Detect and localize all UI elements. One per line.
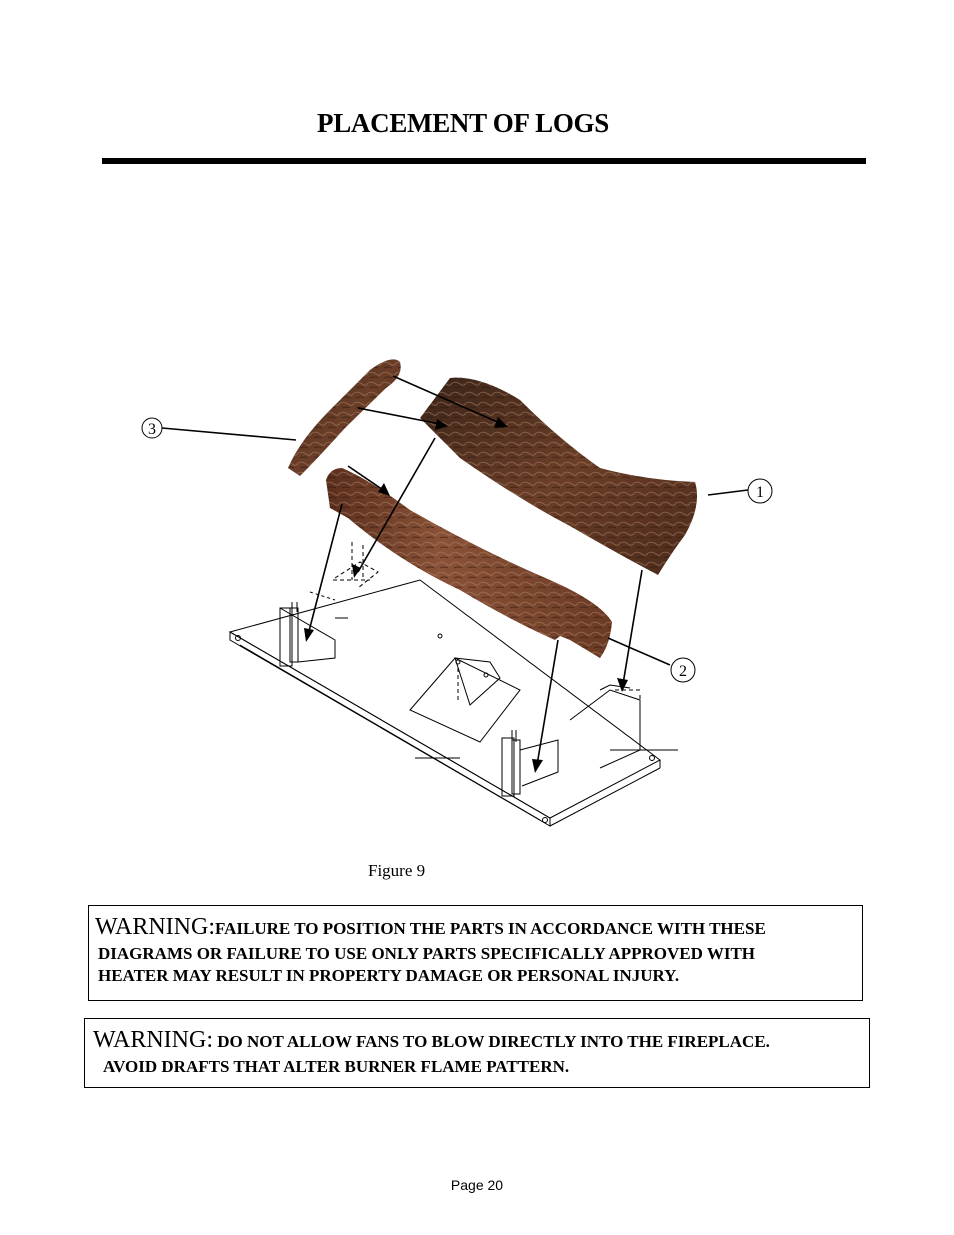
burner-tray	[230, 562, 678, 826]
callout-2	[671, 658, 695, 682]
log-placement-figure	[130, 340, 790, 850]
figure-caption: Figure 9	[368, 861, 426, 880]
log-placement-diagram	[130, 340, 790, 850]
callout-1-label: 1	[756, 484, 764, 501]
page-number: Page 20	[450, 1177, 504, 1193]
warning-text-line: DIAGRAMS OR FAILURE TO USE ONLY PARTS SPECIFICALLY APPROVED WITH	[98, 944, 756, 963]
warning-text-line: FAILURE TO POSITION THE PARTS IN ACCORDANCE WITH THESE	[215, 919, 766, 938]
callout-3-label: 3	[148, 421, 156, 438]
callout-1	[748, 479, 772, 503]
title-divider	[102, 158, 866, 164]
warning-box-parts	[88, 905, 863, 1001]
log-3	[288, 359, 401, 476]
warning-text-line: DO NOT ALLOW FANS TO BLOW DIRECTLY INTO THE FIREPLACE.	[213, 1032, 770, 1051]
warning-text-line: AVOID DRAFTS THAT ALTER BURNER FLAME PATTERN.	[103, 1057, 570, 1076]
warning-text-line: HEATER MAY RESULT IN PROPERTY DAMAGE OR PERSONAL INJURY.	[98, 966, 680, 985]
warning-first-line	[93, 1027, 869, 1056]
warning-box-fans	[84, 1018, 870, 1088]
page-title: PLACEMENT OF LOGS	[317, 108, 609, 138]
warning-label: WARNING:	[93, 1027, 213, 1053]
callout-2-label: 2	[679, 663, 687, 680]
warning-first-line	[95, 914, 862, 943]
warning-label: WARNING:	[95, 914, 215, 940]
callout-3	[142, 418, 162, 438]
